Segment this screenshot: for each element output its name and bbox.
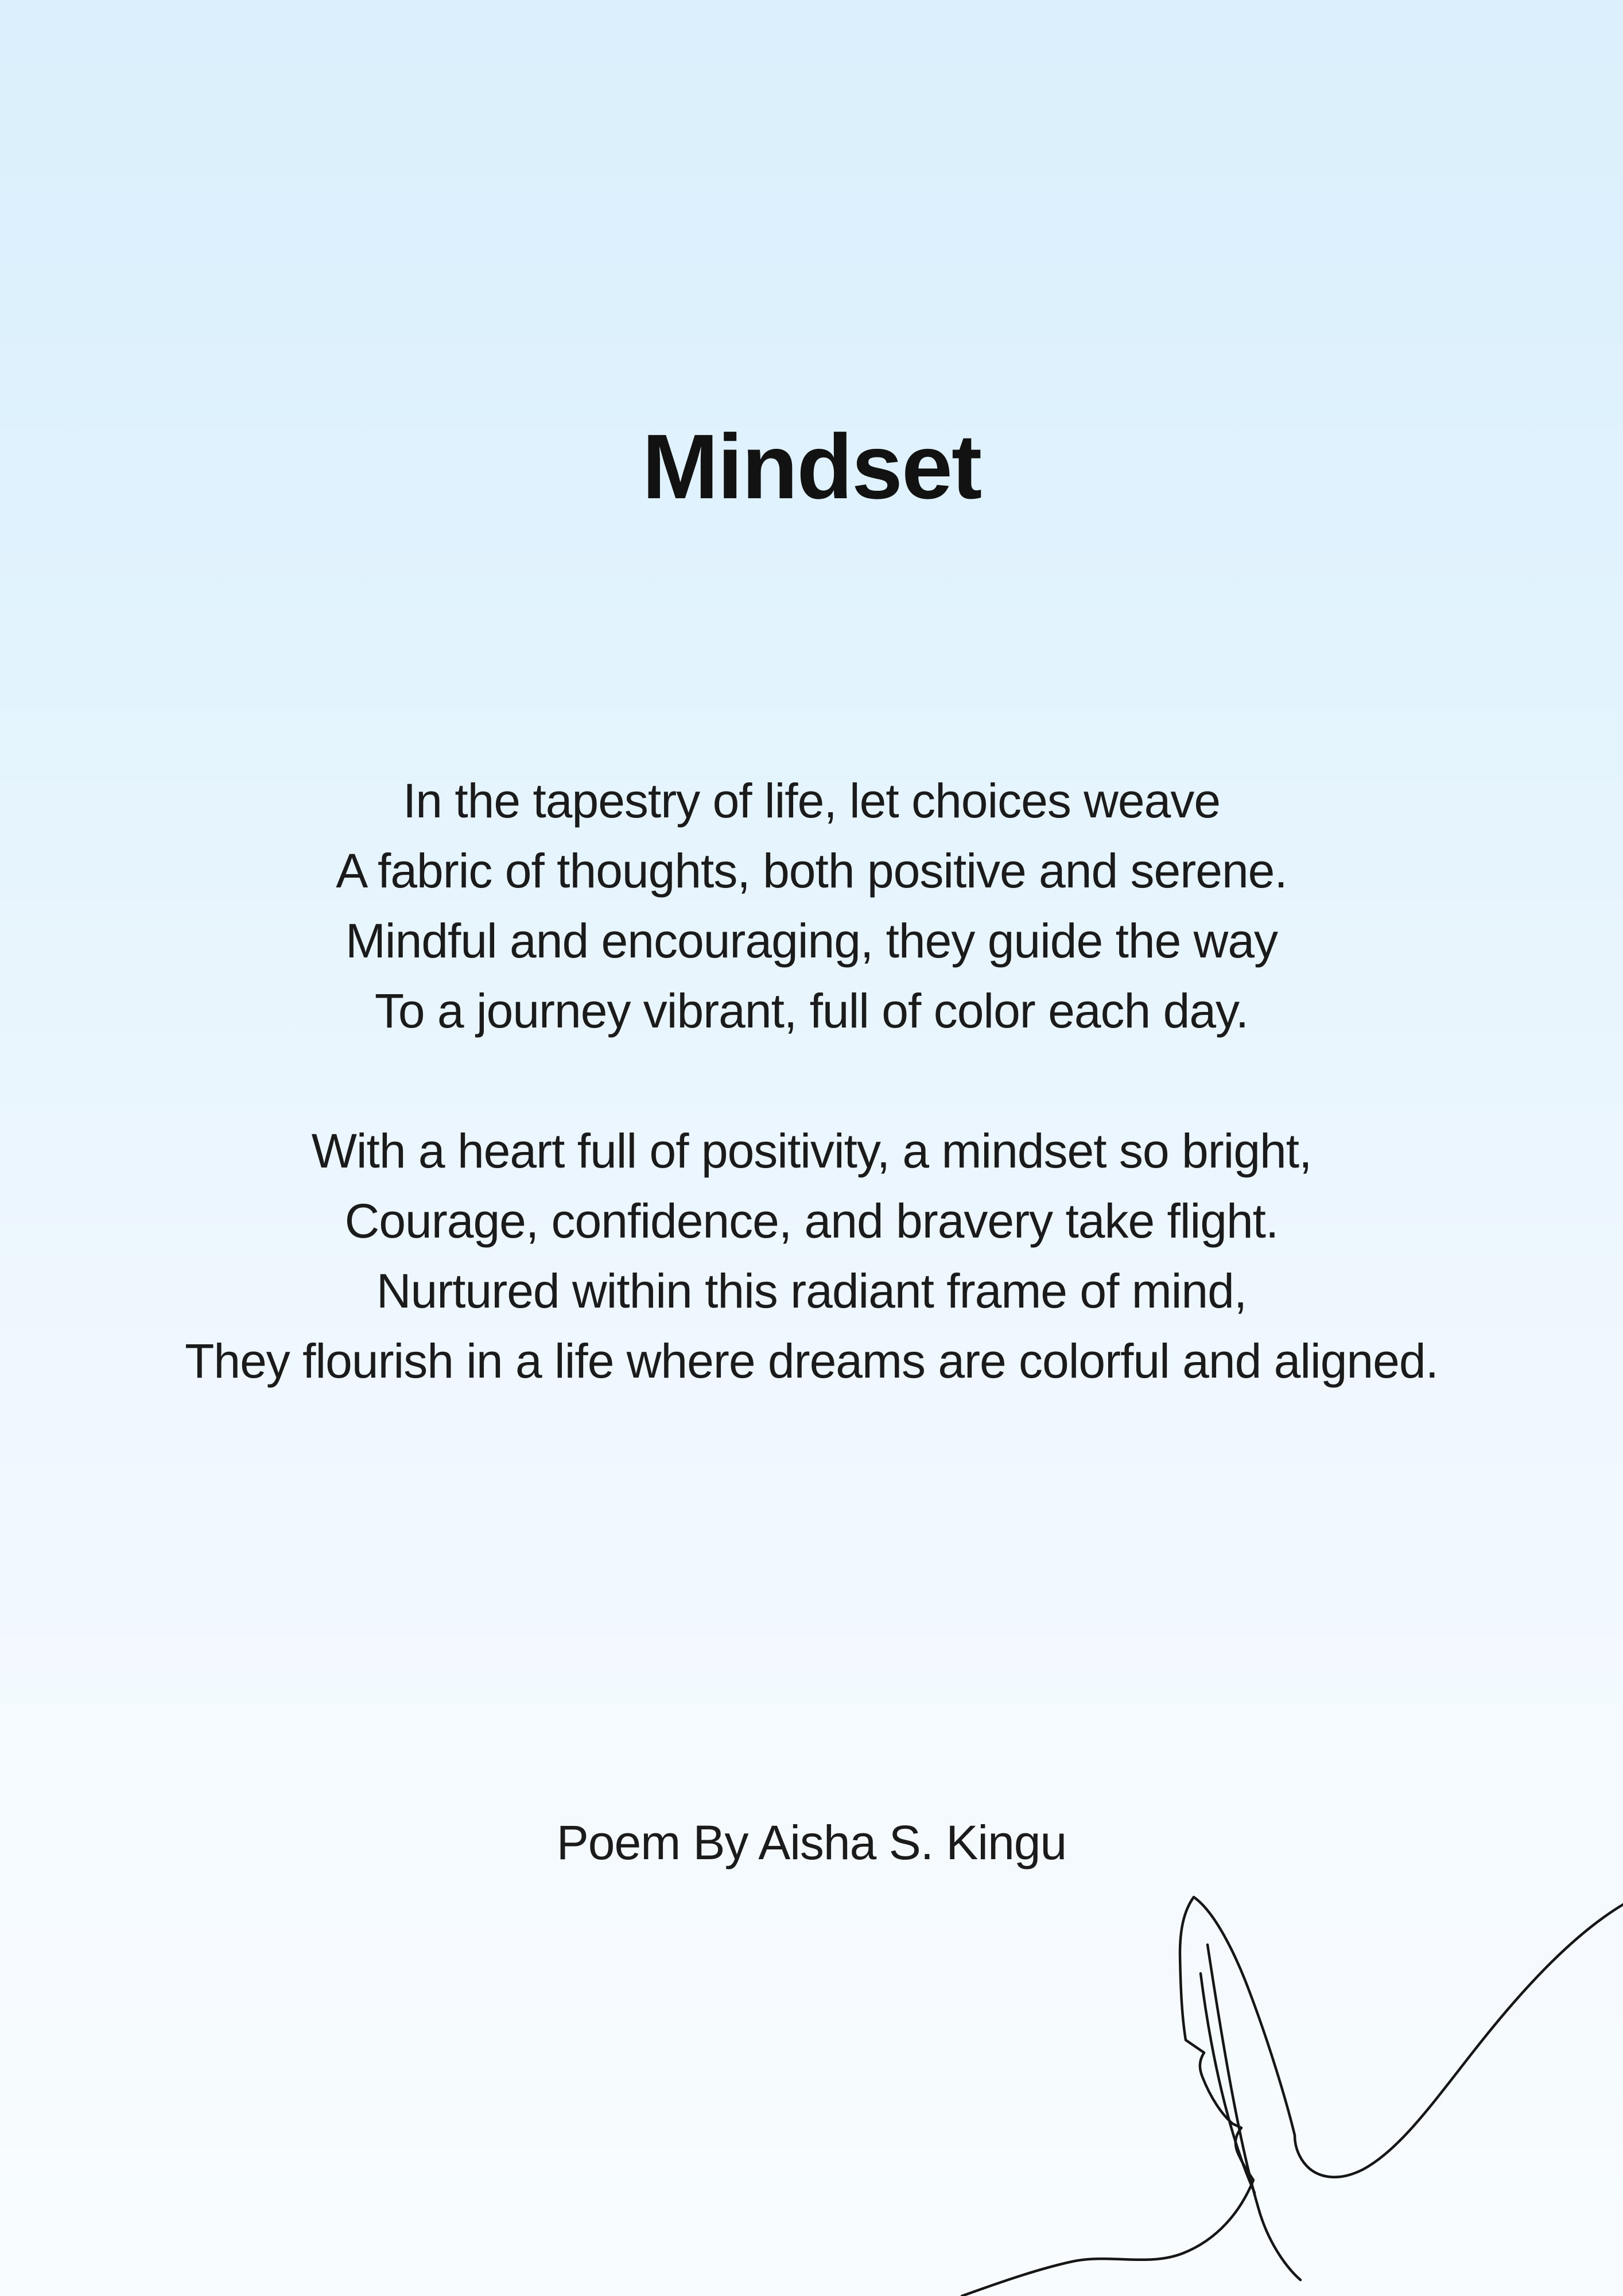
- poem-line: With a heart full of positivity, a mindset so bright,: [311, 1124, 1312, 1178]
- poem-line: To a journey vibrant, full of color each day.: [374, 984, 1249, 1038]
- poem-attribution: Poem By Aisha S. Kingu: [556, 1816, 1067, 1870]
- poem-line: Courage, confidence, and bravery take flight.: [344, 1194, 1279, 1248]
- poem-line: In the tapestry of life, let choices weave: [402, 774, 1221, 828]
- page-title: Mindset: [642, 415, 981, 518]
- poem-line: Nurtured within this radiant frame of mind,: [376, 1264, 1247, 1318]
- poem-body: [174, 766, 1449, 1466]
- poem-stanza-1: [174, 766, 1449, 1046]
- poem-line: They flourish in a life where dreams are colorful and aligned.: [185, 1334, 1438, 1388]
- poem-line: A fabric of thoughts, both positive and serene.: [336, 844, 1287, 898]
- poem-stanza-2: [174, 1116, 1449, 1396]
- poem-line: Mindful and encouraging, they guide the way: [345, 914, 1278, 968]
